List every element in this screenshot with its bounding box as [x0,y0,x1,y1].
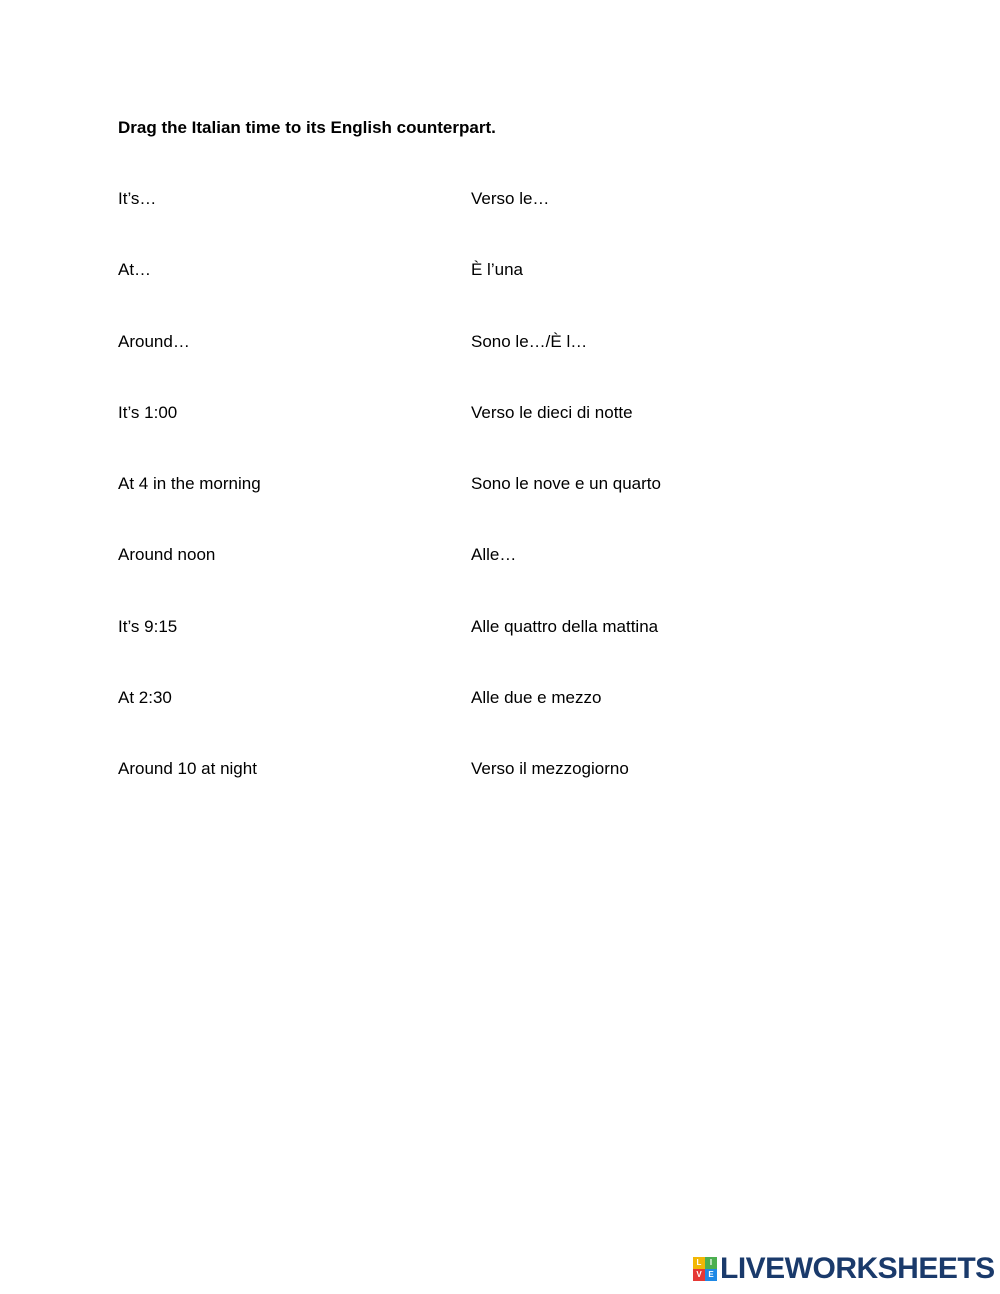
brand-name: LIVEWORKSHEETS [720,1252,995,1285]
match-row [118,688,878,759]
english-term: Around… [118,331,190,351]
match-row [118,189,878,260]
italian-term[interactable]: Sono le nove e un quarto [471,474,661,494]
liveworksheets-logo [693,1252,995,1285]
match-row [118,332,878,403]
match-row [118,545,878,616]
mark-letter: V [693,1269,705,1281]
italian-term[interactable]: Verso le… [471,189,550,208]
english-term: It’s… [118,189,157,208]
italian-term[interactable]: Alle… [471,545,517,565]
english-term: It’s 1:00 [118,402,178,422]
mark-letter: E [705,1269,717,1281]
italian-term[interactable]: Alle due e mezzo [471,688,602,708]
english-term: At 4 in the morning [118,474,261,494]
italian-term[interactable]: Verso le dieci di notte [471,402,633,422]
english-term: At… [118,260,152,280]
italian-term[interactable]: Alle quattro della mattina [471,616,659,636]
match-row [118,759,878,830]
match-row [118,617,878,688]
instructions-text: Drag the Italian time to its English counterpart. [118,118,496,137]
mark-letter: I [705,1257,717,1269]
mark-letter: L [693,1257,705,1269]
english-term: Around 10 at night [118,759,257,779]
match-row [118,403,878,474]
italian-term[interactable]: Sono le…/È l… [471,331,588,351]
italian-term[interactable]: Verso il mezzogiorno [471,759,629,779]
match-row [118,260,878,331]
english-term: Around noon [118,545,216,565]
english-term: At 2:30 [118,688,172,708]
matching-rows [118,189,878,831]
match-row [118,474,878,545]
italian-term[interactable]: È l’una [471,260,523,280]
english-term: It’s 9:15 [118,616,178,636]
liveworksheets-mark-icon [693,1257,717,1281]
